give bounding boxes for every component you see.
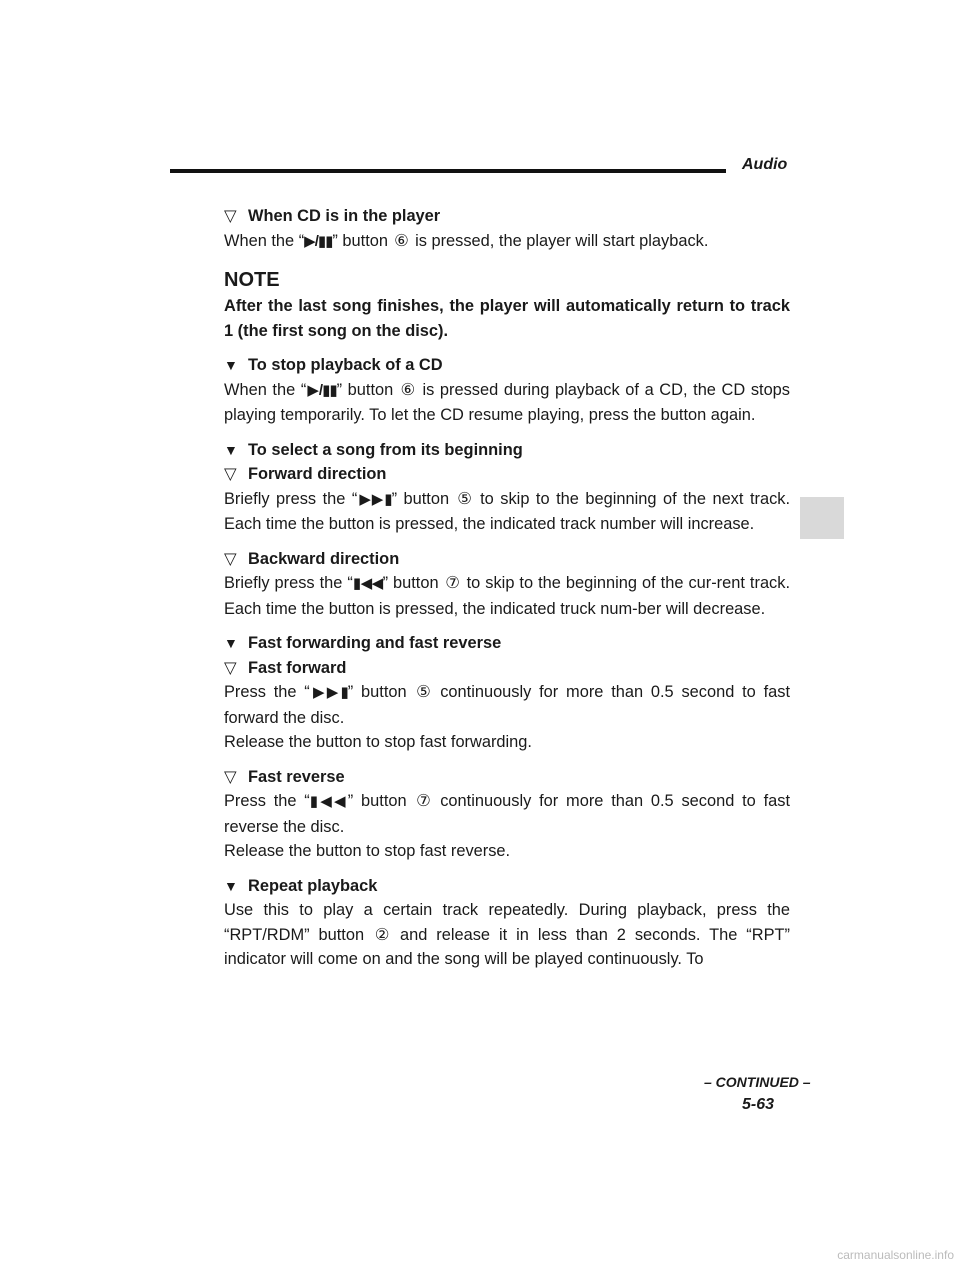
- chapter-tab: [800, 497, 844, 539]
- section-heading: [224, 874, 790, 899]
- text-run: ” button: [382, 574, 444, 592]
- button-symbol-icon: ▶▶▮: [309, 684, 348, 701]
- text-run: and release it in less than 2 seconds. The “RPT” indicator will come on and the song will be played continuously. To: [224, 925, 790, 968]
- callout-number: ⑥: [394, 231, 409, 250]
- heading-text: Backward direction: [248, 549, 400, 568]
- body-paragraph: [224, 378, 790, 428]
- text-run: is pressed, the player will start playback.: [410, 231, 709, 250]
- body-paragraph: [224, 571, 790, 621]
- text-run: Briefly press the “: [224, 489, 358, 508]
- text-run: Press the “: [224, 683, 310, 701]
- button-symbol-icon: ▮◀◀: [352, 575, 383, 592]
- note-title: NOTE: [224, 269, 280, 291]
- watermark: carmanualsonline.info: [837, 1248, 954, 1262]
- callout-number: ⑦: [416, 792, 431, 810]
- subsection-heading: [224, 765, 790, 790]
- text-run: Use this to play a certain track repeatedly. During playback, press the “RPT/RDM” button: [224, 901, 790, 944]
- page-content: [224, 204, 790, 972]
- outline-triangle-marker: ▽: [224, 549, 237, 568]
- heading-text: When CD is in the player: [248, 207, 441, 225]
- note-body: After the last song finishes, the player will automatically return to track 1 (the first song on the disc).: [224, 297, 790, 340]
- subsection-heading: [224, 656, 790, 681]
- text-run: continuously for more than 0.5 second to fast forward the disc.: [224, 683, 791, 727]
- text-run: to skip to the beginning of the next track. Each time the button is pressed, the indicated track number will increase.: [224, 489, 791, 533]
- body-paragraph: [224, 730, 790, 755]
- section-heading: [224, 631, 790, 656]
- text-run: Press the “: [224, 792, 310, 810]
- filled-triangle-marker: ▼: [224, 357, 238, 373]
- text-run: to skip to the beginning of the cur-rent track. Each time the button is pressed, the indicated truck num-ber will decrease.: [224, 574, 791, 618]
- callout-number: ⑦: [445, 574, 460, 592]
- button-symbol-icon: ▶/▮▮: [304, 232, 333, 250]
- text-run: Release the button to stop fast forwarding.: [224, 733, 532, 751]
- callout-number: ⑤: [457, 489, 472, 508]
- section-title: Audio: [742, 156, 788, 173]
- body-paragraph: [224, 789, 790, 839]
- subsection-heading: [224, 547, 790, 572]
- section-heading: [224, 353, 790, 378]
- heading-text: To stop playback of a CD: [248, 356, 443, 374]
- text-run: When the “: [224, 231, 305, 250]
- subsection-heading: [224, 204, 790, 229]
- page-number: 5-63: [742, 1096, 775, 1113]
- body-paragraph: [224, 898, 790, 972]
- body-paragraph: [224, 839, 790, 864]
- text-run: Briefly press the “: [224, 574, 353, 592]
- text-run: ” button: [332, 231, 393, 250]
- heading-text: Fast forward: [248, 658, 347, 677]
- heading-text: Fast reverse: [248, 767, 345, 786]
- outline-triangle-marker: ▽: [224, 207, 237, 225]
- text-run: ” button: [336, 380, 399, 399]
- outline-triangle-marker: ▽: [224, 465, 237, 483]
- outline-triangle-marker: ▽: [224, 767, 237, 786]
- text-run: Release the button to stop fast reverse.: [224, 842, 511, 860]
- body-paragraph: [224, 229, 790, 255]
- button-symbol-icon: ▶▶▮: [357, 490, 392, 508]
- outline-triangle-marker: ▽: [224, 658, 237, 677]
- text-run: is pressed during playback of a CD, the CD stops playing temporarily. To let the CD resume playing, press the button again.: [224, 380, 790, 424]
- filled-triangle-marker: ▼: [224, 635, 238, 651]
- text-run: ” button: [347, 683, 415, 701]
- text-run: ” button: [347, 792, 415, 810]
- filled-triangle-marker: ▼: [224, 441, 238, 458]
- button-symbol-icon: ▶/▮▮: [306, 381, 337, 399]
- callout-number: ⑥: [400, 380, 416, 399]
- heading-text: To select a song from its beginning: [248, 440, 523, 459]
- heading-text: Forward direction: [248, 465, 387, 483]
- text-run: continuously for more than 0.5 second to fast reverse the disc.: [224, 792, 791, 836]
- continued-label: – CONTINUED –: [704, 1074, 811, 1090]
- callout-number: ②: [374, 925, 390, 944]
- button-symbol-icon: ▮◀◀: [309, 793, 348, 810]
- body-paragraph: [224, 680, 790, 730]
- subsection-heading: [224, 462, 790, 487]
- text-run: When the “: [224, 380, 307, 399]
- filled-triangle-marker: ▼: [224, 877, 238, 894]
- heading-text: Repeat playback: [248, 876, 378, 895]
- text-run: ” button: [391, 489, 456, 508]
- section-heading: [224, 438, 790, 463]
- body-paragraph: [224, 487, 790, 537]
- heading-text: Fast forwarding and fast reverse: [248, 634, 502, 652]
- header-rule: [170, 169, 726, 173]
- callout-number: ⑤: [416, 683, 431, 701]
